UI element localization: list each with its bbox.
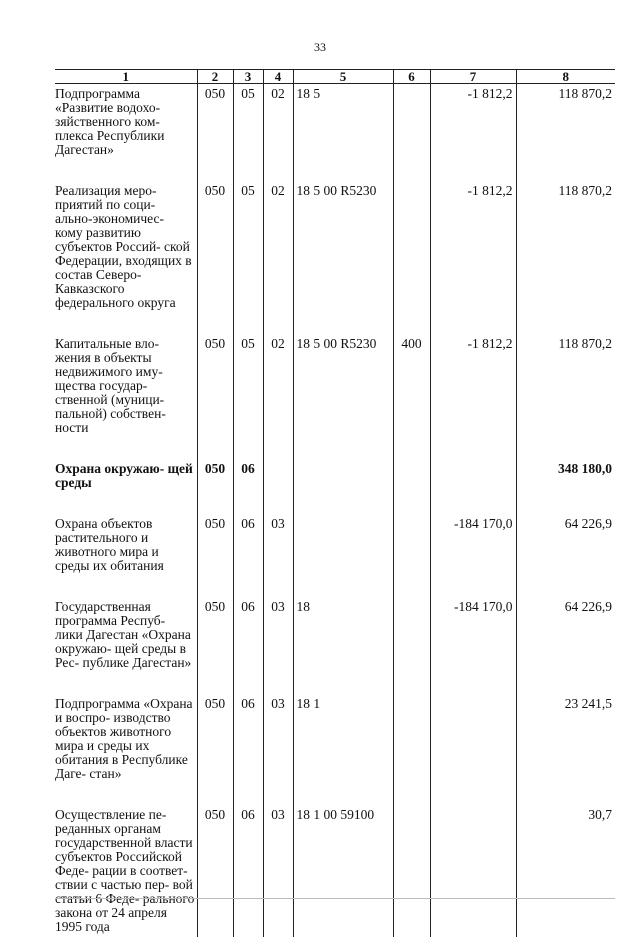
table-row xyxy=(55,334,615,459)
expense-type-code xyxy=(393,597,430,694)
section-code: 06 xyxy=(233,597,263,694)
ministry-code: 050 xyxy=(197,805,233,937)
target-article-code: 18 5 xyxy=(293,84,393,182)
expense-type-code xyxy=(393,694,430,805)
section-code: 05 xyxy=(233,84,263,182)
section-code: 05 xyxy=(233,181,263,334)
table-row xyxy=(55,597,615,694)
row-name: Подпрограмма «Охрана и воспро- изводство объектов животного мира и среды их обитания в Республике Даге- стан» xyxy=(55,696,193,781)
section-code: 06 xyxy=(233,805,263,937)
total-amount: 118 870,2 xyxy=(516,84,615,182)
table-row xyxy=(55,181,615,334)
subsection-code: 03 xyxy=(263,514,293,597)
subsection-code: 03 xyxy=(263,694,293,805)
page-bottom-divider xyxy=(55,898,615,899)
subsection-code: 02 xyxy=(263,84,293,182)
page-number: 33 xyxy=(314,40,326,54)
column-header: 5 xyxy=(293,70,393,84)
section-code: 05 xyxy=(233,334,263,459)
section-code: 06 xyxy=(233,459,263,514)
column-header: 6 xyxy=(393,70,430,84)
row-name: Государственная программа Респуб- лики Дагестан «Охрана окружаю- щей среды в Рес- публике Дагестан» xyxy=(55,599,192,670)
column-header: 3 xyxy=(233,70,263,84)
row-name: Охрана окружаю- щей среды xyxy=(55,461,193,490)
table-row-section-heading xyxy=(55,459,615,514)
table-row xyxy=(55,84,615,182)
total-amount: 118 870,2 xyxy=(516,334,615,459)
target-article-code: 18 1 xyxy=(293,694,393,805)
change-amount xyxy=(430,694,516,805)
subsection-code: 03 xyxy=(263,805,293,937)
change-amount: -1 812,2 xyxy=(430,334,516,459)
change-amount xyxy=(430,805,516,937)
row-name: Осуществление пе- реданных органам государственной власти субъектов Российской Феде- рации в соответ- ствии с частью пер- вой статьи 6 Феде- рального закона от 24 апреля 1995 года xyxy=(55,807,195,934)
column-header: 7 xyxy=(430,70,516,84)
ministry-code: 050 xyxy=(197,597,233,694)
ministry-code: 050 xyxy=(197,84,233,182)
ministry-code: 050 xyxy=(197,459,233,514)
expense-type-code xyxy=(393,805,430,937)
table-row xyxy=(55,514,615,597)
column-header: 1 xyxy=(55,70,197,84)
ministry-code: 050 xyxy=(197,694,233,805)
change-amount: -184 170,0 xyxy=(430,514,516,597)
table-header-row xyxy=(55,70,615,84)
ministry-code: 050 xyxy=(197,514,233,597)
row-name: Охрана объектов растительного и животного мира и среды их обитания xyxy=(55,516,164,573)
ministry-code: 050 xyxy=(197,181,233,334)
total-amount: 348 180,0 xyxy=(516,459,615,514)
column-header: 2 xyxy=(197,70,233,84)
expense-type-code xyxy=(393,181,430,334)
ministry-code: 050 xyxy=(197,334,233,459)
target-article-code: 18 5 00 R5230 xyxy=(293,181,393,334)
subsection-code xyxy=(263,459,293,514)
expense-type-code xyxy=(393,514,430,597)
budget-table xyxy=(55,69,615,937)
expense-type-code: 400 xyxy=(393,334,430,459)
subsection-code: 03 xyxy=(263,597,293,694)
section-code: 06 xyxy=(233,694,263,805)
target-article-code: 18 1 00 59100 xyxy=(293,805,393,937)
table-row xyxy=(55,694,615,805)
change-amount xyxy=(430,459,516,514)
target-article-code: 18 5 00 R5230 xyxy=(293,334,393,459)
target-article-code: 18 xyxy=(293,597,393,694)
row-name: Подпрограмма «Развитие водохо- зяйственного ком- плекса Республики Дагестан» xyxy=(55,86,165,157)
subsection-code: 02 xyxy=(263,334,293,459)
expense-type-code xyxy=(393,459,430,514)
total-amount: 23 241,5 xyxy=(516,694,615,805)
target-article-code xyxy=(293,514,393,597)
total-amount: 64 226,9 xyxy=(516,597,615,694)
row-name: Реализация меро- приятий по соци- ально-экономичес- кому развитию субъектов Россий- ской Федерации, входящих в состав Северо-Кавказского федерального округа xyxy=(55,183,192,310)
change-amount: -1 812,2 xyxy=(430,181,516,334)
total-amount: 30,7 xyxy=(516,805,615,937)
change-amount: -184 170,0 xyxy=(430,597,516,694)
section-code: 06 xyxy=(233,514,263,597)
expense-type-code xyxy=(393,84,430,182)
column-header: 8 xyxy=(516,70,615,84)
subsection-code: 02 xyxy=(263,181,293,334)
change-amount: -1 812,2 xyxy=(430,84,516,182)
column-header: 4 xyxy=(263,70,293,84)
table-row xyxy=(55,805,615,937)
total-amount: 118 870,2 xyxy=(516,181,615,334)
row-name: Капитальные вло- жения в объекты недвижимого иму- щества государ- ственной (муници- пальной) собствен- ности xyxy=(55,336,166,435)
target-article-code xyxy=(293,459,393,514)
total-amount: 64 226,9 xyxy=(516,514,615,597)
